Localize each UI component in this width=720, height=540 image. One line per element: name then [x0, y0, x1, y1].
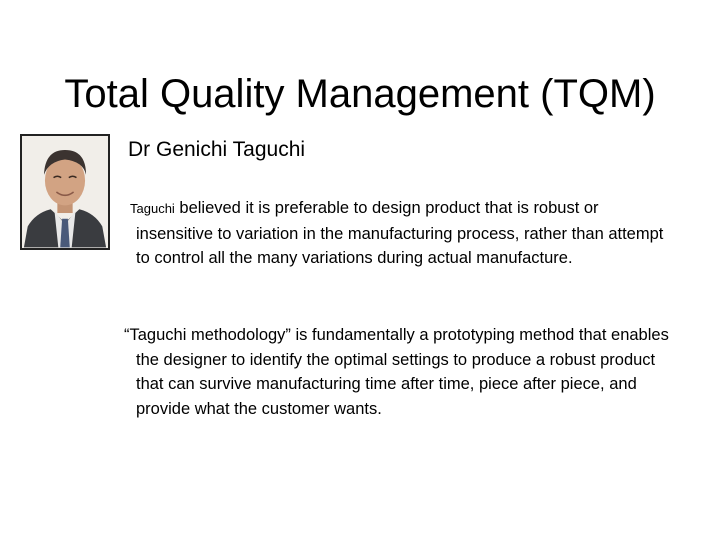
portrait-photo — [20, 134, 110, 250]
paragraph-robust-design — [130, 196, 676, 271]
paragraph-lead-in: Taguchi — [130, 201, 175, 216]
portrait-illustration — [22, 136, 108, 248]
slide-title: Total Quality Management (TQM) — [64, 71, 656, 116]
paragraph-methodology: “Taguchi methodology” is fundamentally a prototyping method that enables the designer to identify the optimal settings to produce a robust product that can survive manufacturing time after time, piece after piece, and provide what the customer wants. — [124, 326, 669, 418]
speaker-name: Dr Genichi Taguchi — [128, 138, 306, 161]
paragraph-body: believed it is preferable to design product that is robust or insensitive to variation in the manufacturing process, rather than attempt to control all the many variations during actual manufacture. — [136, 199, 664, 267]
